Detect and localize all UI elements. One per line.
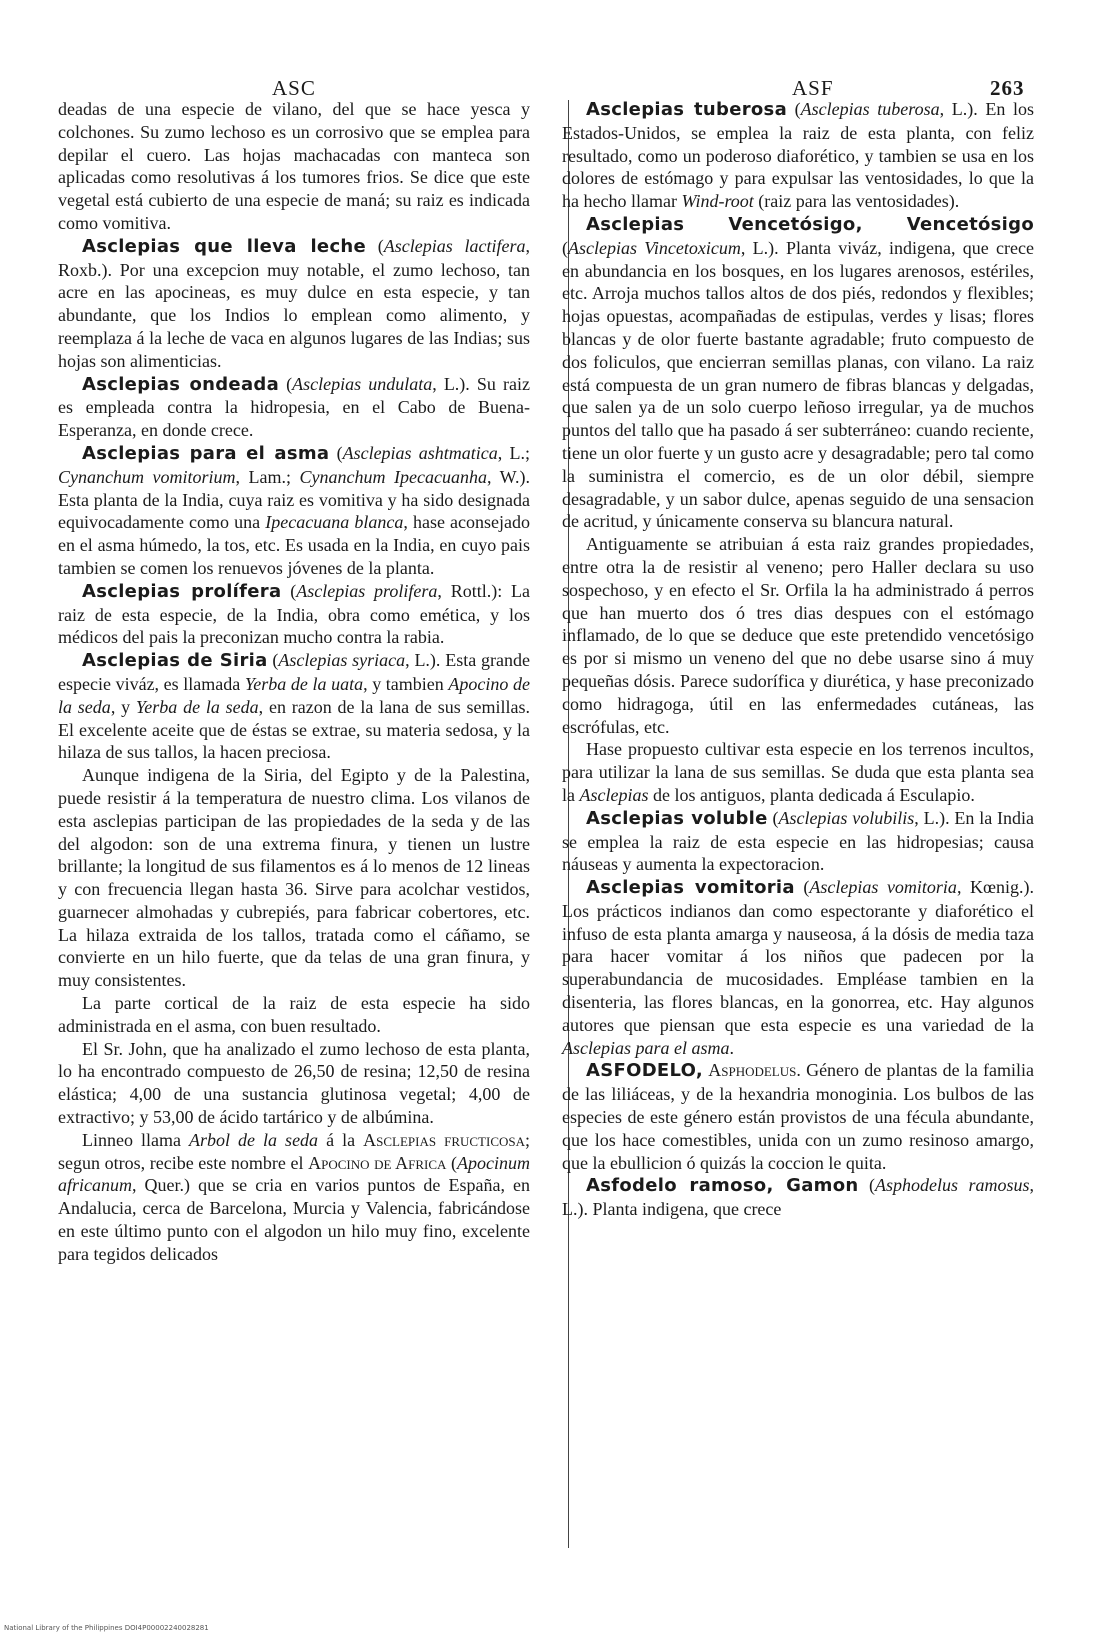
body-text: ; segun otros, recibe este nombre el <box>58 1129 531 1173</box>
body-text: Antiguamente se atribuian á esta raiz grandes propiedades, entre otra la de resistir al veneno; pero Haller declara su uso sospechoso, y en efecto el Sr. Orfila la ha administrado á perros que han muerto dos ó tres dias despues con el estómago inflamado, de lo que se deduce que este pretendido vencetósigo es por si mismo un veneno del que no debe usarse sino á muy pequeñas dósis. Parece sudorífica y diurética, y hase preconizado como hidragoga, útil en las enfermedades cutáneas, las escrófulas, etc. <box>562 534 1034 737</box>
entry-paragraph <box>58 764 530 992</box>
entry-paragraph <box>58 373 530 442</box>
italic-text: Apocinum africanum <box>58 1152 530 1196</box>
body-text: , L.). Esta grande especie viváz, es llamada <box>58 650 530 694</box>
italic-text: Wind-root <box>681 191 754 212</box>
italic-text: Arbol de la seda <box>189 1129 319 1150</box>
italic-text: Cynanchum Ipecacuanha <box>299 466 487 487</box>
entry-paragraph <box>562 98 1034 213</box>
body-text: , L.). Su raiz es empleada contra la hidropesia, en el Cabo de Buena-Esperanza, en donde crece. <box>58 373 530 441</box>
italic-text: Asclepias para el asma <box>562 1037 730 1058</box>
body-text: ( <box>279 373 293 394</box>
entry-paragraph <box>562 876 1034 1059</box>
entry-headword: ASFODELO, <box>586 1060 704 1082</box>
entry-headword: Asclepias de Siria <box>82 650 268 672</box>
entry-headword: Asclepias para el asma <box>82 442 330 464</box>
italic-text: Asclepias syriaca <box>278 650 406 671</box>
entry-paragraph <box>562 213 1034 533</box>
body-text: ( <box>267 650 279 671</box>
running-head-right: ASF <box>792 76 834 100</box>
body-text: ( <box>329 442 343 463</box>
running-head-left: ASC <box>272 76 316 100</box>
body-text: , W.). Esta planta de la India, cuya raiz es vomitiva y ha sido designada equivocadamente como una <box>58 466 530 533</box>
entry-paragraph <box>562 738 1034 806</box>
entry-paragraph <box>58 580 530 649</box>
entry-headword: Asclepias ondeada <box>82 373 280 395</box>
body-text: Aunque indigena de la Siria, del Egipto y de la Palestina, puede resistir á la temperatura de nuestro clima. Los vilanos de esta asclepias participan de las propiedades de la seda y de las del algodon: son de una extrema finura, y tienen un lustre brillante; la longitud de sus filamentos es á lo menos de 12 lineas y con frecuencia llegan hasta 36. Sirve para acolchar vestidos, guarnecer almohadas y cubrepiés, para fabricar cobertores, etc. La hilaza extraida de los tallos, tratada como el cáñamo, se convierte en un hilo fuerte, que da telas de una gran finura, y muy consistentes. <box>58 765 530 991</box>
entry-paragraph <box>58 98 530 235</box>
footer-credit: National Library of the Philippines DOI4P00002240028281 <box>4 1624 209 1632</box>
right-column <box>562 98 1034 1221</box>
entry-headword: Asclepias voluble <box>586 807 768 829</box>
italic-text: Asclepias undulata <box>292 373 433 394</box>
italic-text: Yerba de la seda <box>135 696 259 717</box>
small-caps-text: Asclepias fructicosa <box>363 1129 525 1150</box>
body-text: , Quer.) que se cria en varios puntos de España, en Andalucia, cerca de Barcelona, Murcia y Valencia, fabricándose en este último punto con el algodon un hilo muy fino, excelente para tegidos delicados <box>58 1175 530 1264</box>
entry-paragraph <box>562 1059 1034 1174</box>
entry-headword: Asclepias prolífera <box>82 580 282 602</box>
body-text: ( <box>366 235 384 256</box>
entry-paragraph <box>562 1174 1034 1221</box>
body-text: ( <box>281 580 297 601</box>
entry-headword: Asclepias vomitoria <box>586 877 795 899</box>
page-number: 263 <box>990 76 1025 100</box>
italic-text: Ipecacuana blanca <box>265 512 404 533</box>
entry-paragraph <box>58 1038 530 1129</box>
entry-paragraph <box>58 442 530 580</box>
body-text: , y tambien <box>363 673 449 694</box>
entry-paragraph <box>562 533 1034 738</box>
italic-text: Asclepias <box>579 784 649 805</box>
entry-paragraph <box>58 235 530 373</box>
italic-text: Asclepias Vincetoxicum <box>568 237 741 258</box>
body-text: La parte cortical de la raiz de esta especie ha sido administrada en el asma, con buen resultado. <box>58 993 530 1036</box>
body-text: . <box>729 1037 734 1058</box>
italic-text: Cynanchum vomitorium <box>58 466 236 487</box>
italic-text: Asclepias tuberosa <box>800 99 940 119</box>
body-text: ( <box>767 807 779 828</box>
body-text: ( <box>794 877 810 898</box>
body-text: , L.). En los Estados-Unidos, se emplea la raiz de esta planta, con feliz resultado, como un poderoso diaforético, y tambien se usa en los dolores de estómago y para expulsar las ventosidades, lo que la ha hecho llamar <box>562 99 1034 212</box>
body-text: , y <box>110 696 136 717</box>
italic-text: Asclepias prolifera <box>296 580 438 601</box>
italic-text: Yerba de la uata <box>244 673 364 694</box>
italic-text: Asclepias lactifera <box>383 235 526 256</box>
entry-headword: Asclepias tuberosa <box>586 99 788 120</box>
body-text: , hase aconsejado en el asma húmedo, la tos, etc. Es usada en la India, en cuyo pais tambien se comen los renuevos jóvenes de la planta. <box>58 512 531 578</box>
body-text: (raiz para las ventosidades). <box>753 191 960 212</box>
body-text: El Sr. John, que ha analizado el zumo lechoso de esta planta, lo ha encontrado compuesto de 26,50 de resina; 12,50 de resina elástica; 4,00 de una sustancia glutinosa vegetal; 4,00 de extractivo; y 53,00 de ácido tartárico y de albúmina. <box>58 1038 530 1128</box>
body-text: , en razon de la lana de sus semillas. El excelente aceite que de éstas se extrae, su materia sedosa, y la hilaza de sus tallos, la hacen preciosa. <box>58 696 531 763</box>
italic-text: Asclepias vomitoria <box>809 877 957 898</box>
small-caps-text: Apocino de Africa <box>308 1152 447 1173</box>
entry-paragraph <box>58 1129 530 1266</box>
entry-paragraph <box>562 807 1034 876</box>
italic-text: Asphodelus ramosus <box>875 1175 1030 1196</box>
italic-text: Asclepias ashtmatica <box>342 442 498 463</box>
left-column <box>58 98 530 1266</box>
body-text: , Roxb.). Por una excepcion muy notable, el zumo lechoso, tan acre en las apocineas, es muy dulce en esta especie, y tan abundante, que los Indios lo emplean como alimento, y reemplaza á la leche de vaca en algunos lugares de las Indias; sus hojas son alimenticias. <box>58 235 531 371</box>
italic-text: Apocino de la seda <box>58 673 530 717</box>
body-text: , L.). Planta indigena, que crece <box>562 1175 1034 1220</box>
entry-headword: Asclepias Vencetósigo, Vencetósigo <box>586 213 1034 235</box>
body-text: ( <box>858 1175 875 1196</box>
body-text: ( <box>787 99 801 119</box>
body-text: Hase propuesto cultivar esta especie en los terrenos incultos, para utilizar la lana de sus semillas. Se duda que esta planta sea la <box>562 739 1034 805</box>
entry-headword: Asfodelo ramoso, Gamon <box>586 1175 859 1197</box>
body-text: . Género de plantas de la familia de las liliáceas, y de la hexandria monoginia. Los bulbos de las especies de este género están provistos de una fécula abundante, que los hace comestibles, unida con un zumo resinoso amargo, que la ebullicion ó quizás la coccion le quita. <box>562 1060 1035 1173</box>
body-text: , L.). En la India se emplea la raiz de esta especie en las hidropesias; causa náuseas y aumenta la expectoracion. <box>562 807 1034 875</box>
body-text: , Rottl.): La raiz de esta especie, de la India, obra como emética, y los médicos del pais la preconizan mucho contra la rabia. <box>58 580 530 648</box>
body-text: Linneo llama <box>82 1129 190 1150</box>
entry-paragraph <box>58 649 530 764</box>
body-text: , L.; <box>497 442 530 463</box>
body-text: ( <box>446 1152 458 1173</box>
body-text: , Kœnig.). Los prácticos indianos dan como espectorante y diaforético el infuso de esta planta amarga y nauseosa, á la dósis de media taza para hacer vomitar á los niños que padecen por la superabundancia de mucosidades. Empléase tambien en la disenteria, las flores blancas, en la gonorrea, etc. Hay algunos autores que piensan que esta especie es una variedad de la <box>562 877 1034 1035</box>
entry-paragraph <box>58 992 530 1038</box>
body-text: de los antiguos, planta dedicada á Esculapio. <box>648 784 975 805</box>
body-text: á la <box>318 1129 364 1150</box>
italic-text: Asclepias volubilis <box>778 807 915 828</box>
body-text: , Lam.; <box>235 466 300 487</box>
entry-headword: Asclepias que lleva leche <box>82 235 367 257</box>
small-caps-text: Asphodelus <box>708 1060 797 1081</box>
body-text: ( <box>562 237 568 258</box>
body-text: , L.). Planta viváz, indigena, que crece en abundancia en los bosques, en los lugares arenosos, estériles, etc. Arroja muchos tallos altos de dos piés, redondos y flexibles; hojas opuestas, acompañadas de estipulas, verdes y lisas; flores blancas y de olor fuerte bastante agradable; fruto compuesto de dos foliculos, que encierran semillas planas, con vilano. La raiz está compuesta de un gran numero de fibras blancas y delgadas, que salen ya de un solo cuerpo leñoso irregular, ya de muchos puntos del tallo que ha pasado á ser subterráneo: cuando reciente, tiene un olor fuerte y un gusto acre y desagradable; pero tal como la suministra el comercio, es de un olor débil, siempre desagradable, y un sabor dulce, apenas seguido de una sensacion de acritud, y únicamente conserva su blancura natural. <box>562 237 1034 532</box>
body-text: deadas de una especie de vilano, del que se hace yesca y colchones. Su zumo lechoso es un corrosivo que se emplea para depilar el cuero. Las hojas machacadas con manteca son aplicadas como resolutivas á los tumores frios. Se dice que este vegetal está cubierto de una especie de maná; su raiz es indicada como vomitiva. <box>58 99 530 233</box>
